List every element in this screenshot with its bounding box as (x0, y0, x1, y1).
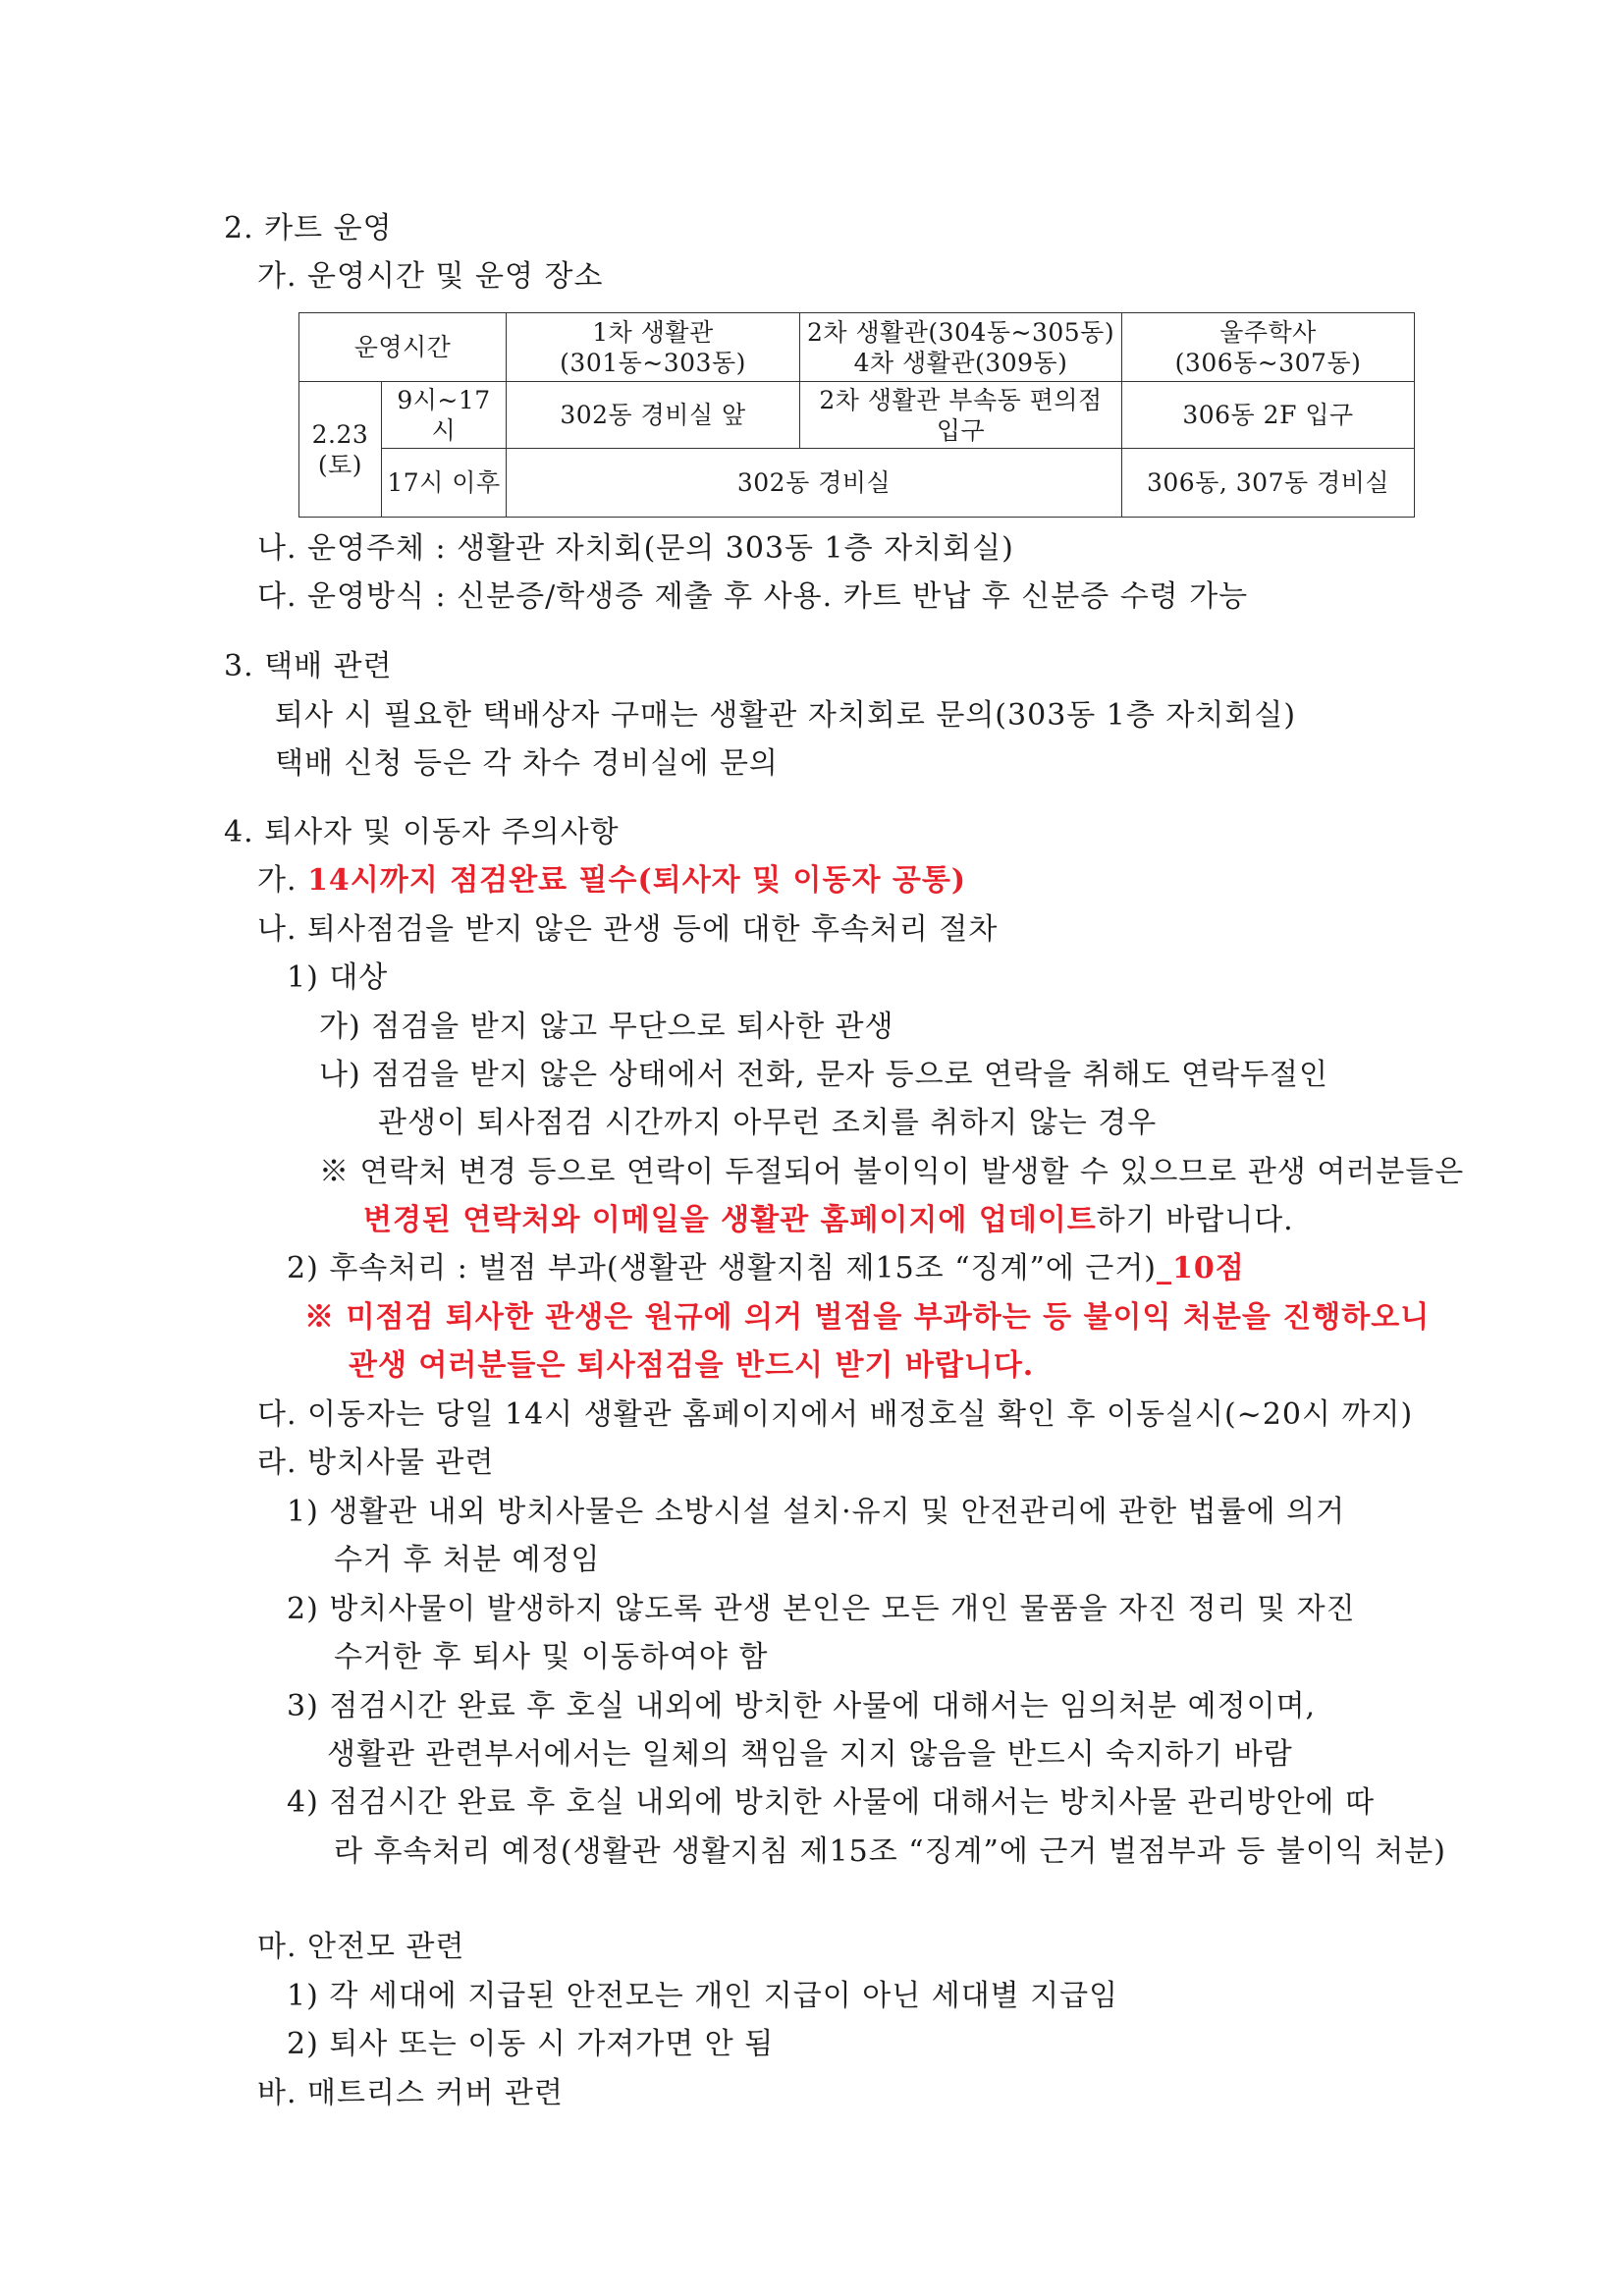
section-4-ga-emphasis: 14시까지 점검완료 필수(퇴사자 및 이동자 공통) (307, 863, 967, 898)
section-2-da: 다. 운영방식 : 신분증/학생증 제출 후 사용. 카트 반납 후 신분증 수령 가능 (257, 579, 1249, 614)
section-3-line2: 택배 신청 등은 각 차수 경비실에 문의 (275, 746, 779, 781)
location-line2: 입구 (936, 415, 986, 445)
section-4-r1-line2: 수거 후 처분 예정임 (334, 1543, 601, 1577)
section-4-r2-line1: 2) 방치사물이 발생하지 않도록 관생 본인은 모든 개인 물품을 자진 정리 및 자진 (287, 1592, 1356, 1626)
section-4-n1b-line1: 나) 점검을 받지 않은 상태에서 전화, 문자 등으로 연락을 취해도 연락두절인 (319, 1058, 1329, 1092)
header-ulju (1122, 313, 1415, 382)
section-4-n2 (287, 1249, 1245, 1288)
section-4-ba: 바. 매트리스 커버 관련 (257, 2076, 564, 2110)
section-3-line1: 퇴사 시 필요한 택배상자 구매는 생활관 자치회로 문의(303동 1층 자치회실) (275, 698, 1297, 733)
warning-line1: ※ 미점검 퇴사한 관생은 원규에 의거 벌점을 부과하는 등 불이익 처분을 진행하오니 (304, 1300, 1431, 1335)
section-4-r3-line2: 생활관 관련부서에서는 일체의 책임을 지지 않음을 반드시 숙지하기 바람 (327, 1737, 1293, 1772)
section-4-r4-line1: 4) 점검시간 완료 후 호실 내외에 방치한 사물에 대해서는 방치사물 관리방안에 따 (287, 1785, 1376, 1820)
date-cell (299, 382, 382, 518)
date-line1: 2.23 (311, 419, 369, 449)
section-2-title: 2. 카트 운영 (224, 211, 393, 246)
section-4-n1b-line2: 관생이 퇴사점검 시간까지 아무런 조치를 취하지 않는 경우 (378, 1106, 1158, 1140)
section-4-n1a: 가) 점검을 받지 않고 무단으로 퇴사한 관생 (319, 1010, 894, 1044)
header-dorm-2-4 (800, 313, 1122, 382)
section-2-ga: 가. 운영시간 및 운영 장소 (257, 259, 604, 294)
section-3-title: 3. 택배 관련 (224, 649, 393, 683)
section-4-ra: 라. 방치사물 관련 (257, 1446, 495, 1480)
location-cell: 306동, 307동 경비실 (1122, 449, 1415, 518)
header-dorm-1 (507, 313, 800, 382)
header-operation-time: 운영시간 (299, 313, 507, 382)
header-dorm-2-4-line1: 2차 생활관(304동~305동) (806, 317, 1115, 347)
location-cell: 306동 2F 입구 (1122, 382, 1415, 449)
table-header-row (299, 313, 1415, 382)
section-4-ma: 마. 안전모 관련 (257, 1930, 465, 1964)
table-row (299, 449, 1415, 518)
cart-operation-table (298, 312, 1415, 518)
penalty-points: _10점 (1157, 1251, 1245, 1285)
section-4-r1-line1: 1) 생활관 내외 방치사물은 소방시설 설치·유지 및 안전관리에 관한 법률에 의거 (287, 1495, 1346, 1529)
date-line2: (토) (317, 450, 363, 479)
time-cell: 17시 이후 (382, 449, 507, 518)
section-2-na: 나. 운영주체 : 생활관 자치회(문의 303동 1층 자치회실) (257, 531, 1014, 566)
location-line1: 2차 생활관 부속동 편의점 (819, 385, 1103, 414)
section-4-ga (257, 861, 966, 901)
section-4-n1: 1) 대상 (287, 960, 389, 995)
header-dorm-1-line1: 1차 생활관 (592, 317, 714, 347)
section-4-m1: 1) 각 세대에 지급된 안전모는 개인 지급이 아닌 세대별 지급임 (287, 1979, 1119, 2013)
contact-note-line1: ※ 연락처 변경 등으로 연락이 두절되어 불이익이 발생할 수 있으므로 관생 여러분들은 (319, 1155, 1465, 1189)
table-row (299, 382, 1415, 449)
header-dorm-1-line2: (301동~303동) (560, 348, 746, 377)
section-4-da: 다. 이동자는 당일 14시 생활관 홈페이지에서 배정호실 확인 후 이동실시(~20시 까지) (257, 1397, 1414, 1432)
contact-note-line2 (363, 1201, 1294, 1240)
location-cell: 302동 경비실 앞 (507, 382, 800, 449)
section-4-na: 나. 퇴사점검을 받지 않은 관생 등에 대한 후속처리 절차 (257, 912, 999, 947)
time-cell: 9시~17시 (382, 382, 507, 449)
section-4-m2: 2) 퇴사 또는 이동 시 가져가면 안 됨 (287, 2027, 775, 2061)
section-4-r2-line2: 수거한 후 퇴사 및 이동하여야 함 (334, 1640, 769, 1674)
header-ulju-line1: 울주학사 (1219, 317, 1317, 347)
section-4-ga-prefix: 가. (257, 863, 308, 898)
contact-note-emphasis: 변경된 연락처와 이메일을 생활관 홈페이지에 업데이트 (363, 1203, 1097, 1237)
header-ulju-line2: (306동~307동) (1174, 348, 1362, 377)
location-cell: 302동 경비실 (507, 449, 1122, 518)
section-4-n2-text: 2) 후속처리 : 벌점 부과(생활관 생활지침 제15조 “징계”에 근거) (287, 1251, 1158, 1285)
contact-note-rest: 하기 바랍니다. (1096, 1203, 1294, 1237)
section-4-r4-line2: 라 후속처리 예정(생활관 생활지침 제15조 “징계”에 근거 벌점부과 등 불이익 처분) (334, 1834, 1446, 1869)
section-4-title: 4. 퇴사자 및 이동자 주의사항 (224, 815, 620, 849)
header-dorm-2-4-line2: 4차 생활관(309동) (853, 348, 1068, 377)
location-cell (800, 382, 1122, 449)
section-4-r3-line1: 3) 점검시간 완료 후 호실 내외에 방치한 사물에 대해서는 임의처분 예정이며, (287, 1689, 1317, 1723)
warning-line2: 관생 여러분들은 퇴사점검을 반드시 받기 바랍니다. (349, 1348, 1035, 1383)
